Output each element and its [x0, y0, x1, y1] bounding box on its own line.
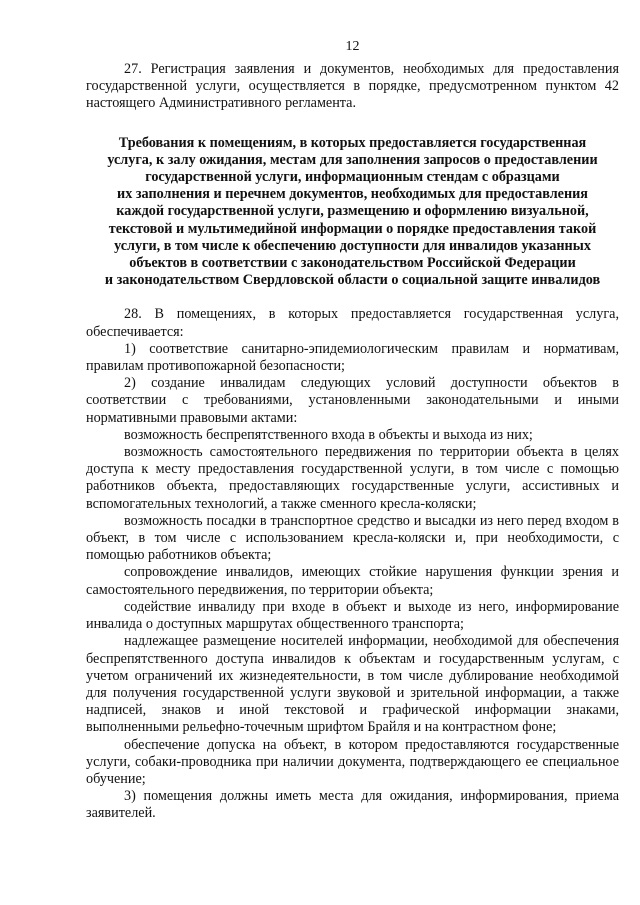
page-number: 12 — [345, 39, 360, 54]
sub-item: сопровождение инвалидов, имеющих стойкие нарушения функции зрения и самостоятельного передвижения, по территории объекта; — [86, 564, 619, 598]
sub-item: возможность самостоятельного передвижения по территории объекта в целях доступа к месту предоставления государственной услуги, в том числе с помощью работников объекта, предоставляющих государственные услуги, ассистивных и вспомогательных технологий, а также сменного кресла-коляски; — [86, 444, 619, 512]
heading-line: услуги, в том числе к обеспечению доступности для инвалидов указанных — [114, 237, 591, 254]
heading-line: объектов в соответствии с законодательством Российской Федерации — [129, 255, 576, 272]
document-page — [86, 38, 619, 823]
paragraph-27: 27. Регистрация заявления и документов, необходимых для предоставления государственной услуги, осуществляется в порядке, предусмотренном пунктом 42 настоящего Административного регламента. — [86, 61, 619, 112]
heading-line: и законодательством Свердловской области о социальной защите инвалидов — [104, 272, 601, 289]
sub-item: содействие инвалиду при входе в объект и выходе из него, информирование инвалида о доступных маршрутах общественного транспорта; — [86, 598, 619, 633]
sub-item: возможность посадки в транспортное средство и высадки из него перед входом в объект, в том числе с использованием кресла-коляски и, при необходимости, с помощью работников объекта; — [86, 512, 619, 564]
heading-line: каждой государственной услуги, размещению и оформлению визуальной, — [116, 203, 589, 220]
list-item-1: 1) соответствие санитарно-эпидемиологическим правилам и нормативам, правилам противопожарной безопасности; — [86, 340, 619, 375]
heading-line: государственной услуги, информационным стендам с образцами — [145, 169, 560, 186]
heading-line: их заполнения и перечнем документов, необходимых для предоставления — [117, 186, 588, 203]
section-heading — [86, 135, 619, 290]
sub-item: возможность беспрепятственного входа в объекты и выхода из них; — [124, 426, 533, 443]
paragraph-28: 28. В помещениях, в которых предоставляется государственная услуга, обеспечивается: — [86, 306, 619, 340]
sub-item: надлежащее размещение носителей информации, необходимой для обеспечения беспрепятственного доступа инвалидов к объектам и государственным услугам, с учетом ограничений их жизнедеятельности, в том числе дублирование необходимой для получения государственной услуги звуковой и зрительной информации, а также надписей, знаков и иной текстовой и графической информации знаками, выполненными рельефно-точечным шрифтом Брайля и на контрастном фоне; — [86, 633, 619, 736]
list-item-3: 3) помещения должны иметь места для ожидания, информирования, приема заявителей. — [86, 788, 619, 822]
heading-line: Требования к помещениям, в которых предоставляется государственная — [118, 134, 587, 151]
heading-line: услуга, к залу ожидания, местам для заполнения запросов о предоставлении — [107, 151, 598, 168]
list-item-2: 2) создание инвалидам следующих условий доступности объектов в соответствии с требованиями, установленными законодательными и иными нормативными правовыми актами: — [86, 375, 619, 426]
heading-line: текстовой и мультимедийной информации о порядке предоставления такой — [108, 220, 597, 237]
sub-item: обеспечение допуска на объект, в котором предоставляются государственные услуги, собаки-проводника при наличии документа, подтверждающего ее специальное обучение; — [86, 736, 619, 787]
